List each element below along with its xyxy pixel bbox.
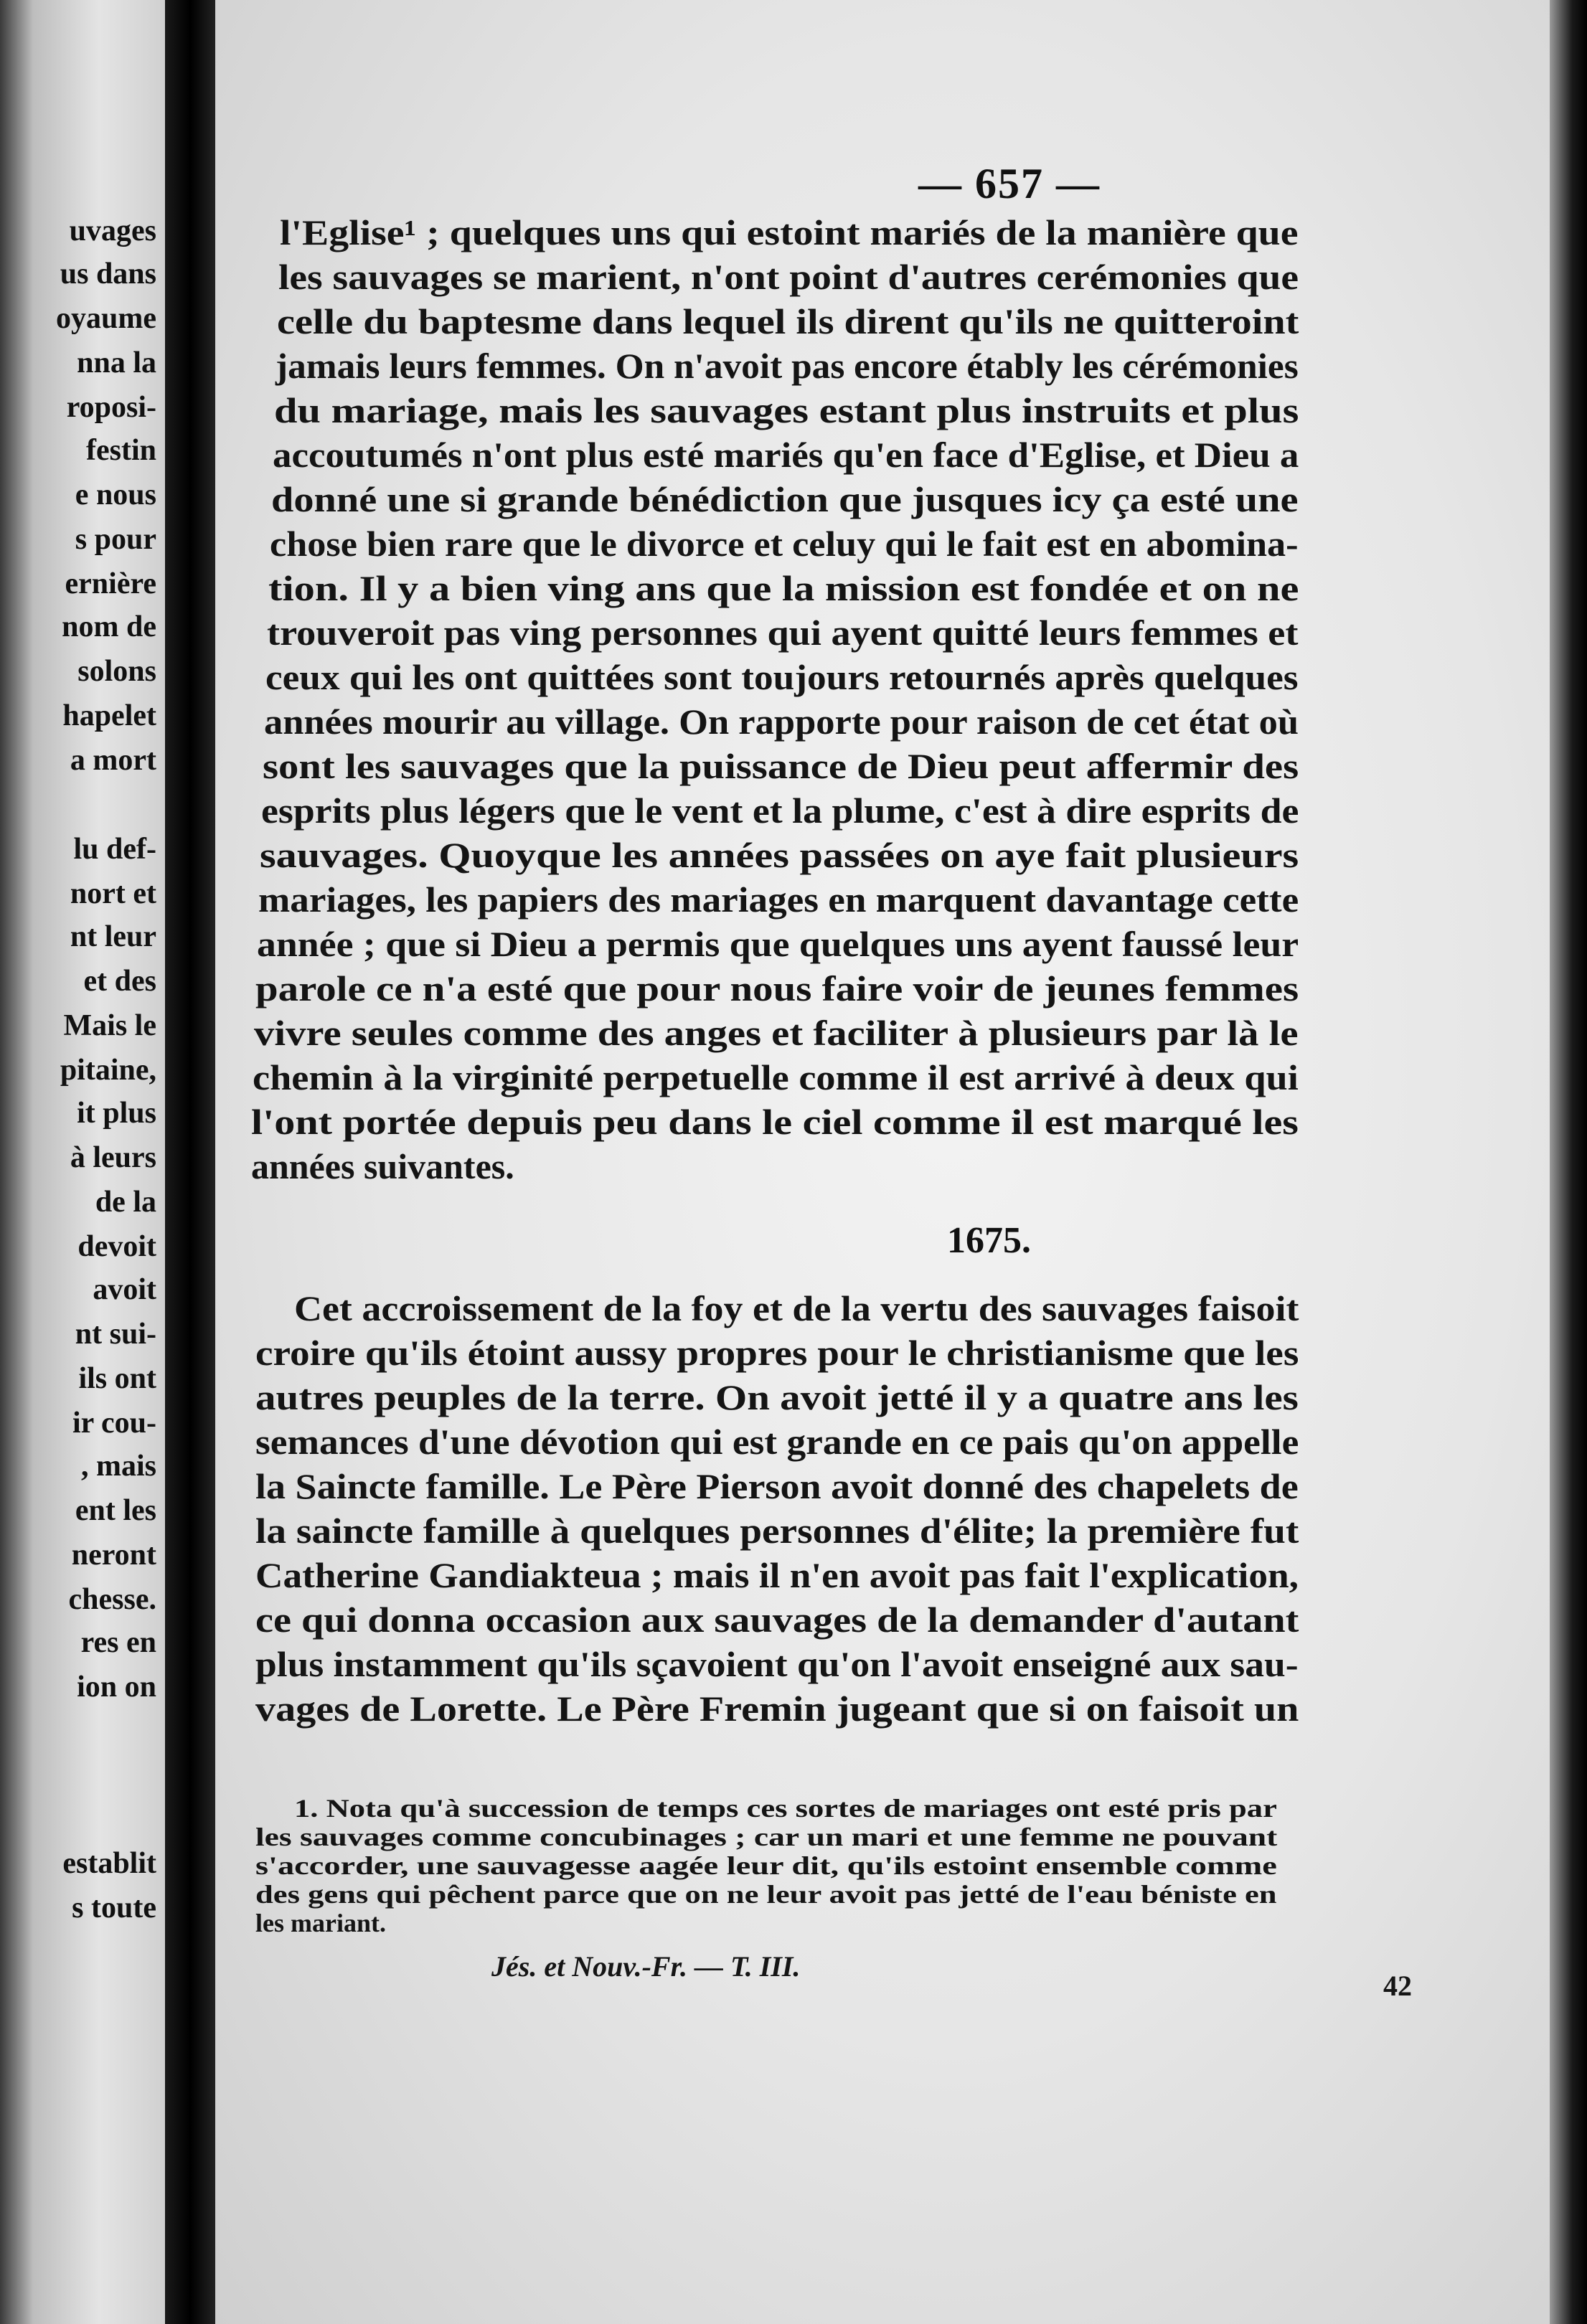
text-line: mariages, les papiers des mariages en marquent davantage cette [258,879,1299,920]
prev-page-fragment: nt leur [70,920,156,953]
text-line: ce qui donna occasion aux sauvages de la demander d'autant [255,1600,1299,1640]
prev-page-fragment: nom de [62,610,156,643]
prev-page-fragment: lu def- [73,833,156,866]
text-line: du mariage, mais les sauvages estant plus instruits et plus [274,390,1299,430]
section-year-heading: 1675. [947,1220,1031,1261]
text-line: chemin à la virginité perpetuelle comme il est arrivé à deux qui [253,1057,1299,1097]
prev-page-fragment: s pour [75,523,156,556]
prev-page-fragment: nt sui- [75,1318,156,1351]
text-line: croire qu'ils étoint aussy propres pour le christianisme que les [255,1333,1299,1373]
text-line: la saincte famille à quelques personnes d'élite; la première fut [255,1511,1299,1551]
prev-page-fragment: establit [62,1847,156,1880]
footnote-line: s'accorder, une sauvagesse aagée leur dit, qu'ils estoint ensemble comme [255,1851,1277,1880]
prev-page-fragment: ion on [77,1671,156,1704]
text-line: Cet accroissement de la foy et de la vertu des sauvages faisoit [294,1288,1299,1328]
text-line: la Saincte famille. Le Père Pierson avoit donné des chapelets de [255,1466,1299,1506]
book-gutter [165,0,215,2324]
text-line: années suivantes. [251,1146,514,1186]
text-line: sauvages. Quoyque les années passées on aye fait plusieurs [260,835,1299,875]
previous-page-edge [0,0,165,2324]
prev-page-fragment: ils ont [78,1362,156,1395]
text-line: esprits plus légers que le vent et la plume, c'est à dire esprits de [261,790,1299,831]
prev-page-fragment: devoit [77,1230,156,1263]
prev-page-fragment: us dans [60,258,156,290]
text-line: donné une si grande bénédiction que jusques icy ça esté une [271,479,1299,519]
prev-page-fragment: it plus [77,1097,156,1130]
prev-page-fragment: chesse. [68,1583,156,1616]
text-line: l'Eglise¹ ; quelques uns qui estoint mariés de la manière que [280,212,1299,252]
text-line: trouveroit pas ving personnes qui ayent quitté leurs femmes et [267,613,1299,653]
prev-page-fragment: nort et [70,877,156,910]
prev-page-fragment: Mais le [63,1009,156,1042]
footnote-line: les mariant. [255,1909,386,1937]
footnote-line: les sauvages comme concubinages ; car un mari et une femme ne pouvant [255,1823,1278,1851]
text-line: plus instamment qu'ils sçavoient qu'on l'avoit enseigné aux sau- [255,1644,1299,1684]
text-line: jamais leurs femmes. On n'avoit pas encore étably les cérémonies [276,346,1299,386]
text-line: accoutumés n'ont plus esté mariés qu'en face d'Eglise, et Dieu a [273,435,1299,475]
text-line: Catherine Gandiakteua ; mais il n'en avoit pas fait l'explication, [255,1555,1299,1595]
text-line: sont les sauvages que la puissance de Dieu peut affermir des [263,746,1299,786]
prev-page-fragment: uvages [69,214,156,247]
prev-page-fragment: pitaine, [60,1054,156,1087]
signature-mark: Jés. et Nouv.-Fr. — T. III. [491,1950,801,1983]
prev-page-fragment: festin [86,434,156,467]
prev-page-fragment: nna la [77,346,156,379]
page-number: — 657 — [918,160,1101,207]
prev-page-fragment: ent les [75,1494,156,1527]
sheet-number: 42 [1383,1970,1412,2002]
text-line: années mourir au village. On rapporte pour raison de cet état où [264,702,1299,742]
prev-page-fragment: de la [95,1186,156,1219]
prev-page-fragment: ernière [65,567,156,600]
footnote-line: 1. Nota qu'à succession de temps ces sortes de mariages ont esté pris par [294,1794,1277,1823]
prev-page-fragment: a mort [70,744,156,777]
text-line: autres peuples de la terre. On avoit jetté il y a quatre ans les [255,1377,1299,1417]
text-line: vivre seules comme des anges et faciliter à plusieurs par là le [254,1013,1299,1053]
text-line: chose bien rare que le divorce et celuy qui le fait est en abomina- [270,524,1299,564]
book-page [215,0,1550,2324]
prev-page-fragment: et des [83,965,156,998]
text-line: parole ce n'a esté que pour nous faire voir de jeunes femmes [255,968,1299,1009]
text-line: tion. Il y a bien ving ans que la mission est fondée et on ne [268,568,1299,608]
text-line: l'ont portée depuis peu dans le ciel comme il est marqué les [251,1102,1299,1142]
prev-page-fragment: , mais [81,1450,156,1483]
footnote-line: des gens qui pêchent parce que on ne leur avoit pas jetté de l'eau béniste en [255,1880,1277,1909]
prev-page-fragment: ir cou- [72,1407,156,1440]
prev-page-fragment: s toute [72,1891,156,1924]
text-line: ceux qui les ont quittées sont toujours retournés après quelques [265,657,1299,697]
text-line: celle du baptesme dans lequel ils dirent qu'ils ne quitteroint [277,301,1299,341]
text-line: les sauvages se marient, n'ont point d'autres cerémonies que [278,257,1299,297]
text-line: vages de Lorette. Le Père Fremin jugeant que si on faisoit un [255,1688,1299,1729]
prev-page-fragment: oyaume [56,302,156,335]
prev-page-fragment: solons [77,655,156,688]
prev-page-fragment: hapelet [62,699,156,732]
prev-page-fragment: neront [71,1539,156,1572]
prev-page-fragment: res en [80,1626,156,1659]
prev-page-fragment: roposi- [66,391,156,424]
prev-page-fragment: e nous [75,478,156,511]
prev-page-fragment: avoit [93,1273,156,1306]
right-page-edge [1550,0,1587,2324]
text-line: année ; que si Dieu a permis que quelques uns ayent faussé leur [257,924,1299,964]
text-line: semances d'une dévotion qui est grande en ce pais qu'on appelle [255,1422,1299,1462]
prev-page-fragment: à leurs [70,1141,156,1174]
